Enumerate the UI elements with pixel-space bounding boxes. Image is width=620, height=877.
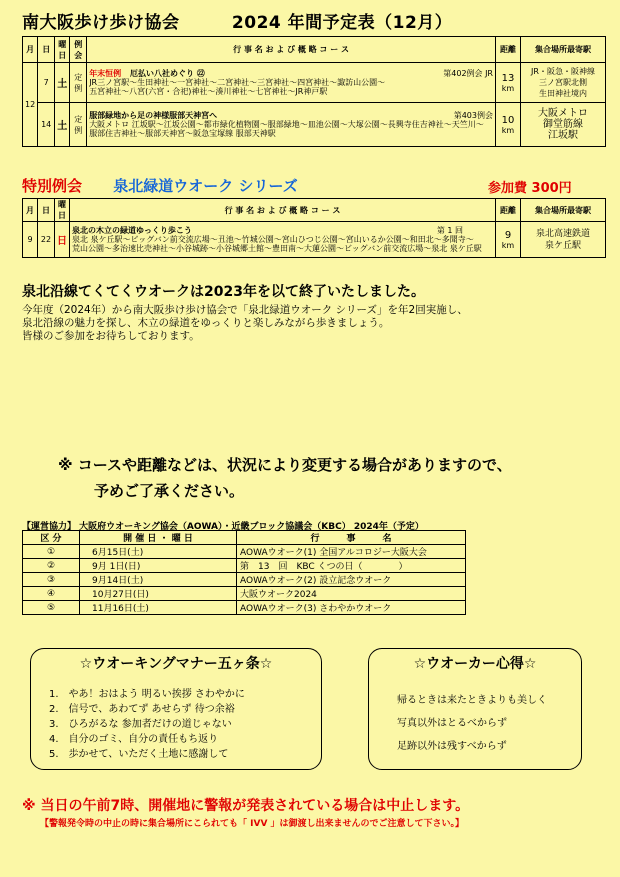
route-line: 荒山公園～多治速比売神社～小谷城跡～小谷城郷土館～豊田南～大蓮公園～ビッグバン前交流広場～泉北 泉ケ丘駅 <box>72 244 482 253</box>
event-name: 泉北の木立の緑道ゆっくり歩こう <box>72 226 192 235</box>
month-cell: 9 <box>23 222 38 258</box>
route-line: 大阪メトロ 江坂駅～江坂公園～都市緑化植物園～服部緑地～皿池公園～大塚公園～長興寺住吉神社～天竺川～ <box>89 120 484 129</box>
header-weekday: 曜日 <box>55 37 70 63</box>
coop-title: 【運営協力】 大阪府ウオーキング協会（AOWA）・近畿ブロック協議会（KBC） 2024年（予定） <box>22 522 424 532</box>
station-cell: JR・阪急・阪神線 三ノ宮駅北側 生田神社境内 <box>521 63 606 103</box>
table-row: ① 6月15日(土) AOWAウオーク(1) 全国アルコロジー大阪大会 <box>23 545 466 559</box>
station-cell: 大阪メトロ 御堂筋線 江坂駅 <box>521 103 606 147</box>
coop-table <box>22 530 466 615</box>
end-headline: 泉北沿線てくてくウオークは2023年を以て終了いたしました。 <box>22 284 425 300</box>
course-cell <box>87 63 496 103</box>
table-row <box>23 222 606 258</box>
route-line: JR三ノ宮駅～生田神社～一宮神社～二宮神社～三宮神社～四宮神社～諏訪山公園～ <box>89 78 386 87</box>
table-row: ④ 10月27日(日) 大阪ウオーク2024 <box>23 587 466 601</box>
year-title: 2024 年間予定表（12月） <box>231 13 453 33</box>
list-item: 4. 自分のゴミ、自分の責任もち返り <box>49 734 219 745</box>
schedule-table <box>22 36 606 147</box>
header-month: 月 <box>23 199 38 222</box>
header-num: 区 分 <box>23 531 80 545</box>
page-title <box>22 8 452 33</box>
manners-scroll <box>30 648 322 770</box>
list-item: 写真以外はとるべからず <box>397 718 507 729</box>
list-item: 3. ひろがるな 参加者だけの道じゃない <box>49 719 232 730</box>
distance-cell: 10 km <box>496 103 521 147</box>
header-day: 日 <box>38 199 55 222</box>
header-station: 集合場所最寄駅 <box>521 37 606 63</box>
manners-title: ☆ウオーキングマナー五ヶ条☆ <box>79 656 273 672</box>
header-course: 行 事 名 お よ び 概 略 コ ー ス <box>70 199 496 222</box>
list-item: 2. 信号で、あわてず あせらず 待つ余裕 <box>49 704 235 715</box>
route-line: 泉北 泉ケ丘駅～ビッグバン前交流広場～丑池～竹城公園～宮山ひつじ公園～宮山いるか公園～和田北～多聞寺～ <box>72 235 474 244</box>
fee-text: 参加費 300円 <box>488 181 572 196</box>
station-cell: 泉北高速鉄道 泉ケ丘駅 <box>521 222 606 258</box>
table-row: ⑤ 11月16日(土) AOWAウオーク(3) さわやかウオーク <box>23 601 466 615</box>
day-cell: 22 <box>38 222 55 258</box>
special-table <box>22 198 606 258</box>
list-item: 帰るときは来たときよりも美しく <box>397 695 547 706</box>
org-name: 南大阪歩け歩け協会 <box>22 13 180 33</box>
event-number: 第 1 回 <box>436 226 463 235</box>
event-tag: 年末恒例 <box>89 69 122 78</box>
table-row: ② 9月 1日(日) 第 13 回 KBC くつの日（ ） <box>23 559 466 573</box>
month-cell: 12 <box>23 63 38 147</box>
route-line: 服部住吉神社～服部天神宮～阪急宝塚線 服部天神駅 <box>89 129 276 138</box>
heart-scroll <box>368 648 582 770</box>
header-distance: 距離 <box>496 37 521 63</box>
table-row: ③ 9月14日(土) AOWAウオーク(2) 設立記念ウオーク <box>23 573 466 587</box>
intro-text: 今年度（2024年）から南大阪歩け歩け協会で「泉北緑道ウオーク シリーズ」を年2回実施し、 泉北沿線の魅力を探し、木立の緑道をゆっくりと楽しみながら歩きましょう。 皆様のご参加をお待ちしております。 <box>22 304 468 342</box>
type-cell: 定例 <box>70 103 87 147</box>
event-number: 第402例会 JR <box>443 69 493 78</box>
header-weekday: 曜日 <box>55 199 70 222</box>
course-cell <box>70 222 496 258</box>
header-event: 行 事 名 <box>237 531 466 545</box>
distance-cell: 9 km <box>496 222 521 258</box>
table-row <box>23 63 606 103</box>
warning-text: ※ 当日の午前7時、開催地に警報が発表されている場合は中止します。 <box>22 798 470 814</box>
special-title <box>22 175 298 196</box>
day-cell: 14 <box>38 103 55 147</box>
weekday-cell: 日 <box>55 222 70 258</box>
header-course: 行 事 名 お よ び 概 略 コ ー ス <box>87 37 496 63</box>
distance-cell: 13 km <box>496 63 521 103</box>
manners-list <box>49 687 321 762</box>
header-type: 例会 <box>70 37 87 63</box>
heart-title: ☆ウオーカー心得☆ <box>413 656 537 672</box>
heart-list <box>397 689 581 758</box>
route-line: 五宮神社～八宮(六宮・合祀)神社～湊川神社～七宮神社～JR神戸駅 <box>89 87 328 96</box>
header-date: 開 催 日 ・ 曜 日 <box>80 531 237 545</box>
header-month: 月 <box>23 37 38 63</box>
event-name: 服部緑地から足の神様服部天神宮へ <box>89 111 218 120</box>
type-cell: 定例 <box>70 63 87 103</box>
list-item: 5. 歩かせて、いただく土地に感謝して <box>49 749 229 760</box>
list-item: 足跡以外は残すべからず <box>397 741 507 752</box>
special-series: 泉北緑道ウオーク シリーズ <box>113 177 298 195</box>
course-cell <box>87 103 496 147</box>
header-distance: 距離 <box>496 199 521 222</box>
table-row <box>23 103 606 147</box>
header-station: 集合場所最寄駅 <box>521 199 606 222</box>
weekday-cell: 土 <box>55 63 70 103</box>
warning-note: 【警報発令時の中止の時に集合場所にこられても「 IVV 」は御渡し出来ませんのでご注意して下さい。】 <box>40 819 465 829</box>
header-day: 日 <box>38 37 55 63</box>
event-name: 厄払い八社めぐり ㉒ <box>129 69 205 78</box>
event-number: 第403例会 <box>453 111 493 120</box>
weekday-cell: 土 <box>55 103 70 147</box>
change-notice: ※ コースや距離などは、状況により変更する場合がありますので、 予めご了承ください。 <box>58 456 512 500</box>
special-label: 特別例会 <box>22 177 83 195</box>
day-cell: 7 <box>38 63 55 103</box>
list-item: 1. やあ！おはよう 明るい挨拶 さわやかに <box>49 689 245 700</box>
